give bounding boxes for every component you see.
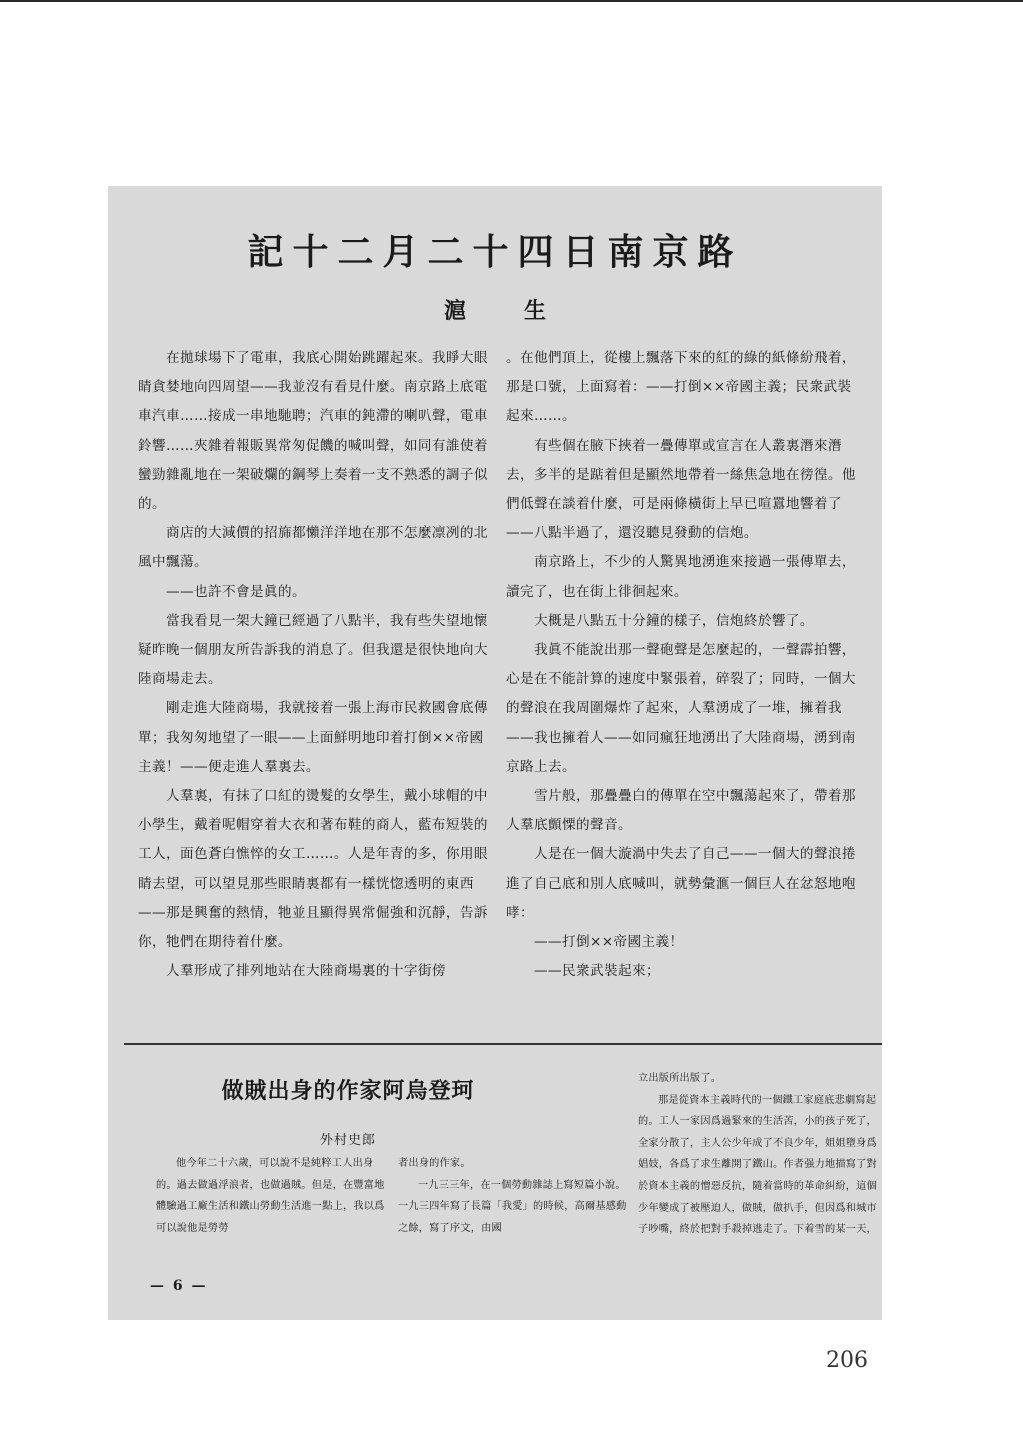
sub-article-title: 做賊出身的作家阿烏登珂 [221,1078,475,1104]
top-border-line [0,0,1023,2]
paragraph: ——打倒××帝國主義！ [534,934,684,951]
author-char-1: 滬 [443,298,466,324]
paragraph: 當我看見一架大鐘已經過了八點半，我有些失望地懷疑昨晚一個朋友所告訴我的消息了。但我還是很快地向大陸商場走去。 [138,612,488,688]
article-right-column [506,344,856,986]
sub-article-column-3 [638,1068,886,1241]
paragraph: ——民衆武裝起來； [534,963,660,980]
paragraph: 他今年二十六歲，可以說不是純粹工人出身的。過去做過浮浪者，也做過賊。但是，在豐富地體驗過工廠生活和鐵山勞動生活進一點上，我以爲可以說他是勞勞 [156,1158,385,1234]
paragraph: 人羣裏，有抹了口紅的燙髮的女學生，戴小球帽的中小學生，戴着呢帽穿着大衣和著布鞋的商人，藍布短裝的工人，面色蒼白憔悴的女工……。人是年青的多，你用眼睛去望，可以望見那些眼睛裏都有一樣恍惚透明的東西——那是興奮的熱情，牠並且顯得異常倔強和沉靜，告訴你，牠們在期待着什麼。 [138,788,488,951]
folio: — 6 — [150,1278,208,1294]
paragraph: 商店的大減價的招旆都懶洋洋地在那不怎麼凛冽的北風中飄蕩。 [138,525,488,571]
paragraph: 我眞不能說出那一聲砲聲是怎麼起的，一聲霹拍響，心是在不能計算的速度中緊張着，碎裂了；同時，一個大的聲浪在我周圍爆炸了起來，人羣湧成了一堆，擁着我——我也擁着人——如同瘋狂地湧出了大陸商場，湧到南京路上去。 [506,642,856,775]
sub-article-column-1 [156,1153,388,1239]
paragraph-continuation: 者出身的作家。 [398,1158,471,1169]
paragraph: 剛走進大陸商場，我就接着一張上海市民救國會底傳單；我匆匆地望了一眼——上面鮮明地印着打倒××帝國主義！——便走進人羣裏去。 [138,700,488,775]
article-title: 記十二月二十四日南京路 [247,231,743,273]
paragraph: 。在他們頂上，從樓上飄落下來的紅的綠的紙條紛飛着，那是口號，上面寫着：——打倒××帝國主義；民衆武裝起來……。 [506,350,856,425]
paragraph: ——也許不會是眞的。 [166,583,306,600]
paragraph-continuation: 立出版所出版了。 [638,1073,722,1084]
paragraph: 南京路上，不少的人驚異地湧進來接過一張傳單去，讀完了，也在街上徘徊起來。 [506,554,856,600]
paragraph: 一九三三年，在一個勞動雜誌上寫短篇小說。一九三四年寫了長篇「我愛」的時候，高爾基感動之餘，寫了序文，由國 [398,1179,627,1234]
paragraph: 雪片般，那疊疊白的傳單在空中飄蕩起來了，帶着那人羣底顫慄的聲音。 [506,788,856,834]
scanned-page [108,186,882,1320]
page-number: 206 [826,1348,868,1373]
section-divider [124,1043,882,1045]
article-author [108,294,882,325]
sub-article-column-2 [398,1153,630,1239]
paragraph: 那是從資本主義時代的一個鐵工家庭底悲劇寫起的。工人一家因爲過緊來的生活苦，小的孩子死了，全家分散了，主人公少年成了不良少年，姐姐墮身爲娼妓，各爲了求生離開了鐵山。作者强力地描寫了對於資本主義的憎惡反抗，隨着當時的革命糾紛，這個少年變成了被壓迫人，做賊，做扒手，但因爲和城市子吵嘴，終於把對手殺掉逃走了。下着雪的某一天， [638,1094,877,1236]
article-left-column [138,344,488,986]
sub-article-author: 外村史郎 [319,1133,376,1148]
paragraph: 人羣形成了排列地站在大陸商場裏的十字街傍 [166,963,446,980]
paragraph: 有些個在腋下挾着一疊傳單或宣言在人叢裏潛來潛去，多半的是踮着但是顯然地帶着一絲焦急地在徬徨。他們低聲在談着什麼，可是兩條橫街上早已喧囂地響着了——八點半過了，還沒聽見發動的信炮。 [506,437,856,542]
paragraph: 在拋球場下了電車，我底心開始跳躍起來。我睜大眼睛貪婪地向四周望——我並沒有看見什麼。南京路上底電車汽車……接成一串地馳聘；汽車的鈍滯的喇叭聲，電車鈴響……夾雜着報販異常匆促饑的喊叫聲，如同有誰使着蠻勁雜亂地在一架破爛的鋼琴上奏着一支不熟悉的調子似的。 [138,350,488,513]
paragraph: 人是在一個大漩渦中失去了自己——一個大的聲浪捲進了自己底和別人底喊叫，就勢彙滙一個巨人在忿怒地咆哮： [506,846,856,921]
paragraph: 大概是八點五十分鐘的樣子，信炮終於響了。 [534,612,814,629]
author-char-2: 生 [524,298,547,324]
